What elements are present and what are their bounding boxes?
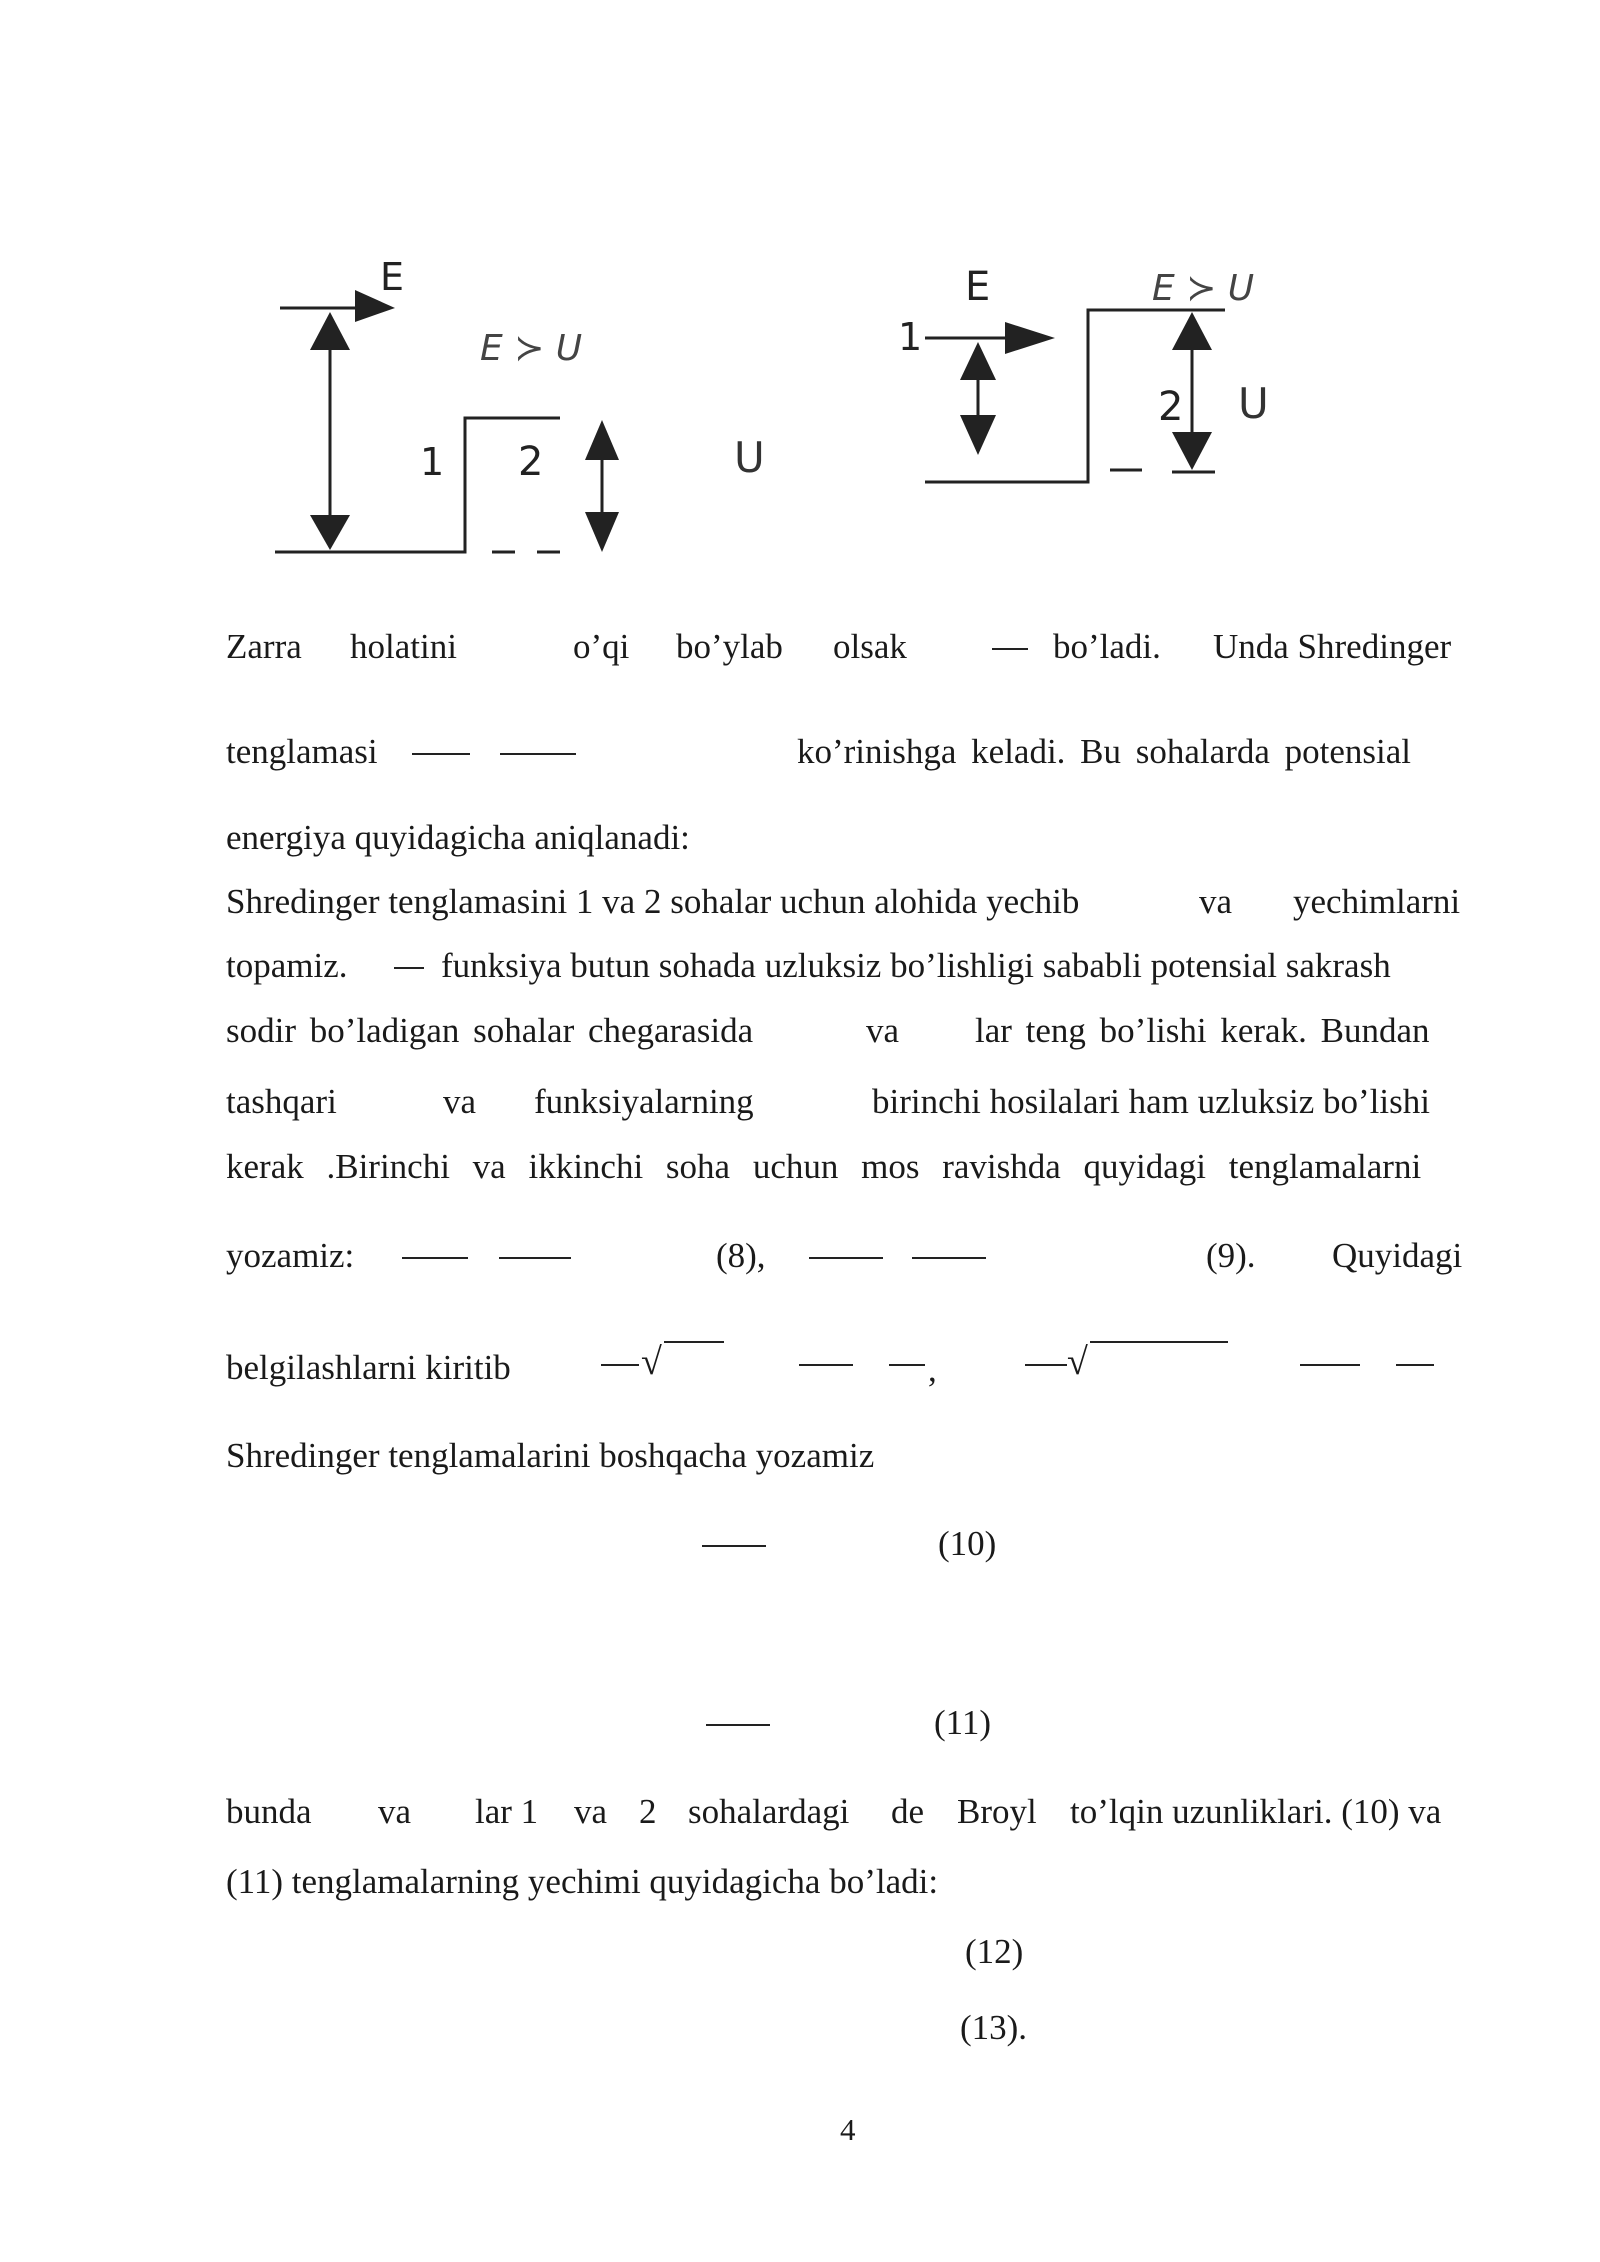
text-word: Quyidagi <box>1332 1236 1463 1275</box>
left-figure-u-label: U <box>734 433 765 482</box>
fraction-bar <box>394 967 424 969</box>
sqrt-overbar <box>1090 1341 1228 1343</box>
text-word: holatini <box>350 627 457 666</box>
text-line: Shredinger tenglamalarini boshqacha yozamiz <box>226 1436 875 1475</box>
text-line: Shredinger tenglamasini 1 va 2 sohalar uchun alohida yechib <box>226 882 1080 921</box>
text-word: lar 1 <box>475 1792 539 1831</box>
potential-step-figure-right <box>880 250 1280 500</box>
condition-label: E ≻ U <box>1152 268 1255 309</box>
energy-arrow-icon <box>1005 322 1055 354</box>
text-word: bunda <box>226 1792 312 1831</box>
text-word: bo’ylab <box>676 627 783 666</box>
text-word: olsak <box>833 627 907 666</box>
text-line: sodir bo’ladigan sohalar chegarasida <box>226 1011 754 1050</box>
fraction-bar <box>1025 1364 1067 1366</box>
text-word: sohalardagi <box>688 1792 850 1831</box>
region-2-label: 2 <box>1158 384 1184 430</box>
text-line: birinchi hosilalari ham uzluksiz bo’lishi <box>872 1082 1430 1121</box>
equation-number: (13). <box>960 2008 1028 2047</box>
text-word: funksiyalarning <box>534 1082 754 1121</box>
text-line: kerak .Birinchi va ikkinchi soha uchun mos ravishda quyidagi tenglamalarni <box>226 1147 1422 1186</box>
text-line: lar teng bo’lishi kerak. Bundan <box>975 1011 1430 1050</box>
text-line: funksiya butun sohada uzluksiz bo’lishligi sababli potensial sakrash <box>441 946 1391 985</box>
text-word: va <box>866 1011 900 1050</box>
region-1-label: 1 <box>420 440 445 484</box>
fraction-bar <box>1300 1364 1360 1366</box>
text-word: topamiz. <box>226 946 348 985</box>
equation-number: (9). <box>1206 1236 1256 1275</box>
equation-number: (10) <box>938 1524 997 1563</box>
fraction-bar <box>912 1257 986 1259</box>
text-word: bo’ladi. <box>1053 627 1161 666</box>
text-word: va <box>378 1792 412 1831</box>
fraction-bar <box>499 1257 571 1259</box>
text-word: Broyl <box>957 1792 1037 1831</box>
text-line: (11) tenglamalarning yechimi quyidagicha bo’ladi: <box>226 1862 939 1901</box>
text-word: yozamiz: <box>226 1236 355 1275</box>
sqrt-icon: √ <box>1067 1341 1088 1383</box>
equation-number: (11) <box>934 1703 992 1742</box>
equation-number: (12) <box>965 1932 1024 1971</box>
fraction-bar <box>799 1364 853 1366</box>
text-word: va <box>574 1792 608 1831</box>
text-word: yechimlarni <box>1293 882 1461 921</box>
energy-label: E <box>965 264 991 310</box>
page-number: 4 <box>840 2112 856 2147</box>
region-2-label: 2 <box>518 439 544 485</box>
sqrt-overbar <box>664 1341 724 1343</box>
condition-label: E ≻ U <box>480 328 583 369</box>
text-word: Unda Shredinger <box>1213 627 1452 666</box>
comma: , <box>928 1350 937 1389</box>
potential-step-figure-left <box>260 250 660 570</box>
fraction-bar <box>809 1257 883 1259</box>
energy-label: E <box>380 255 405 299</box>
region-1-label: 1 <box>898 315 923 359</box>
fraction-bar <box>1396 1364 1434 1366</box>
text-word: tenglamasi <box>226 732 378 771</box>
sqrt-icon: √ <box>641 1341 662 1383</box>
fraction-bar <box>601 1364 639 1366</box>
fraction-bar <box>706 1724 770 1726</box>
text-word: o’qi <box>573 627 630 666</box>
text-word: va <box>443 1082 477 1121</box>
text-word: de <box>891 1792 925 1831</box>
fraction-bar <box>412 753 470 755</box>
fraction-bar <box>500 753 576 755</box>
text-word: tashqari <box>226 1082 337 1121</box>
text-word: Zarra <box>226 627 302 666</box>
fraction-bar <box>992 648 1028 650</box>
text-line: to’lqin uzunliklari. (10) va <box>1070 1792 1442 1831</box>
text-word: va <box>1199 882 1233 921</box>
fraction-bar <box>702 1545 766 1547</box>
text-line: ko’rinishga keladi. Bu sohalarda potensial <box>797 732 1411 771</box>
text-line: energiya quyidagicha aniqlanadi: <box>226 818 690 857</box>
text-word: 2 <box>639 1792 657 1831</box>
fraction-bar <box>889 1364 925 1366</box>
text-line: belgilashlarni kiritib <box>226 1348 511 1387</box>
potential-u-label: U <box>1238 379 1269 428</box>
equation-number: (8), <box>716 1236 766 1275</box>
fraction-bar <box>402 1257 468 1259</box>
